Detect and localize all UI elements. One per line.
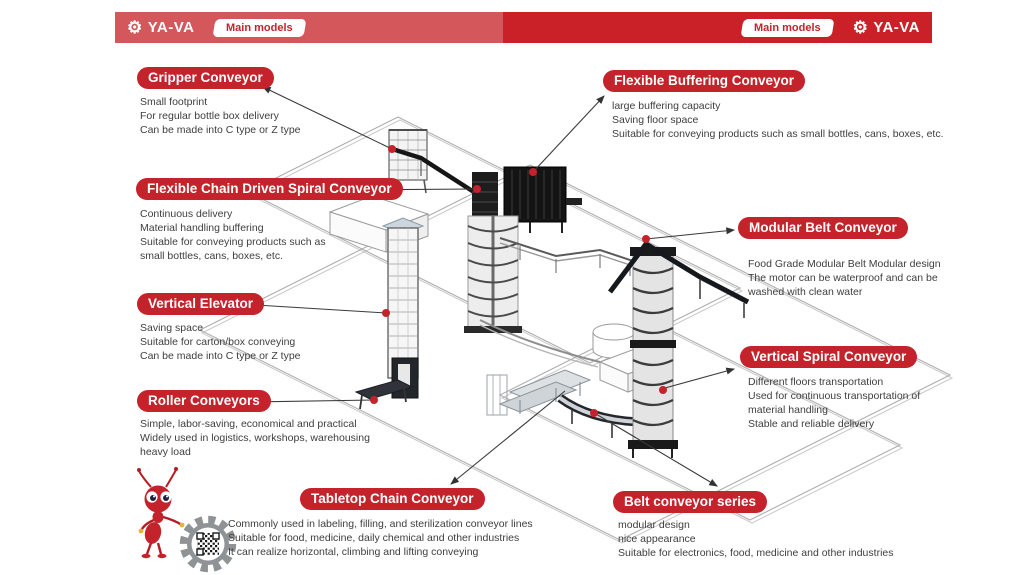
- callout-gripper-conveyor: [137, 67, 301, 137]
- label-desc: Food Grade Modular Belt Modular design The motor can be waterproof and can be washed with clean water: [748, 258, 941, 298]
- label-desc: Different floors transportation Used for continuous transportation of material handling Stable and reliable delivery: [748, 376, 921, 430]
- label-desc: Continuous delivery Material handling buffering Suitable for conveying products such as small bottles, cans, boxes, etc.: [140, 208, 326, 262]
- callout-modular-belt-conveyor: [738, 217, 941, 299]
- label-desc: large buffering capacity Saving floor space Suitable for conveying products such as small bottles, cans, boxes, etc.: [612, 100, 944, 140]
- callout-flexible-buffering-conveyor: [603, 70, 944, 141]
- label-desc: Small footprint For regular bottle box delivery Can be made into C type or Z type: [140, 96, 301, 136]
- gear-ant-logo-icon: ⚙: [127, 18, 143, 37]
- label-desc: modular design nice appearance Suitable for electronics, food, medicine and other industries: [618, 519, 894, 559]
- upper-conveyor-run: [500, 238, 642, 276]
- ant-mascot: [137, 467, 232, 568]
- callout-belt-conveyor-series: [613, 491, 894, 560]
- callout-vertical-spiral-conveyor: [740, 346, 920, 431]
- qr-gear: [184, 520, 232, 568]
- label-pill: Tabletop Chain Conveyor: [300, 488, 485, 510]
- label-pill: Vertical Spiral Conveyor: [740, 346, 917, 368]
- label-desc: Saving space Suitable for carton/box conveying Can be made into C type or Z type: [140, 322, 301, 362]
- label-pill: Roller Conveyors: [137, 390, 271, 412]
- label-pill: Flexible Buffering Conveyor: [603, 70, 805, 92]
- label-pill: Modular Belt Conveyor: [738, 217, 908, 239]
- brand-text: YA-VA: [873, 19, 920, 36]
- label-pill: Vertical Elevator: [137, 293, 264, 315]
- callout-tabletop-chain-conveyor: [228, 488, 533, 559]
- callout-flexible-chain-spiral-conveyor: [136, 178, 403, 263]
- label-pill: Gripper Conveyor: [137, 67, 274, 89]
- label-desc: Simple, labor-saving, economical and practical Widely used in logistics, workshops, warehousing heavy load: [140, 418, 370, 458]
- label-desc: Commonly used in labeling, filling, and sterilization conveyor lines Suitable for food, medicine, daily chemical and other industries It can realize horizontal, climbing and lifting conveying: [228, 518, 533, 558]
- main-models-badge: Main models: [213, 19, 306, 37]
- callout-vertical-elevator: [137, 293, 301, 363]
- gear-ant-logo-icon: ⚙: [852, 18, 869, 37]
- label-pill: Flexible Chain Driven Spiral Conveyor: [136, 178, 403, 200]
- label-pill: Belt conveyor series: [613, 491, 767, 513]
- main-models-badge: Main models: [741, 19, 834, 37]
- brand-text: YA-VA: [147, 19, 195, 36]
- callout-roller-conveyors: [137, 390, 370, 459]
- qr-code: [197, 533, 219, 555]
